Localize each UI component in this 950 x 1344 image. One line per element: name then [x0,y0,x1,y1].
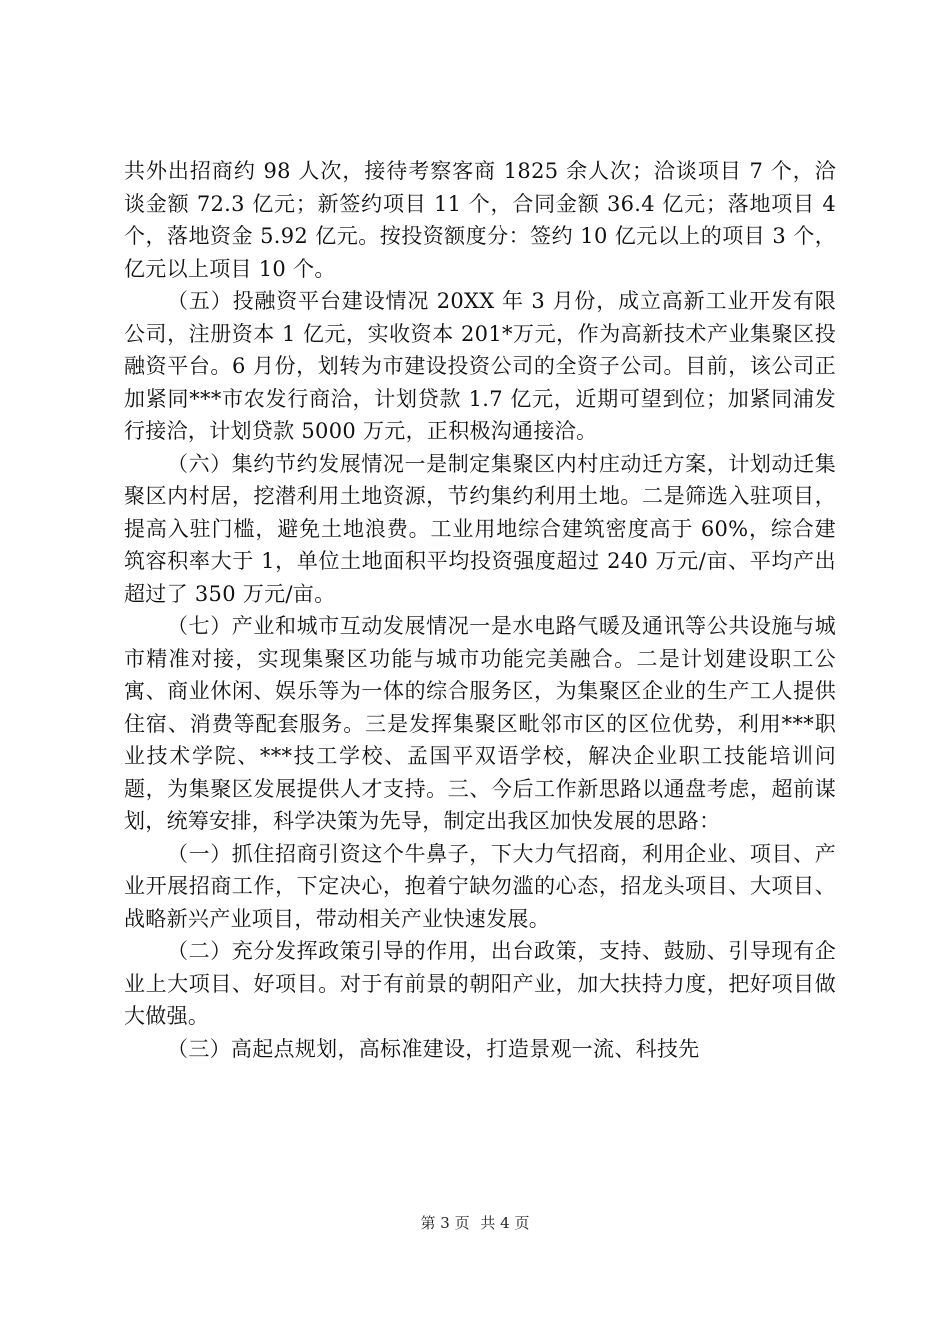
paragraph-stats: 共外出招商约 98 人次，接待考察客商 1825 余人次；洽谈项目 7 个，洽谈金额 72.3 亿元；新签约项目 11 个，合同金额 36.4 亿元；落地项目 4 个，落地资金 5.92 亿元。按投资额度分：签约 10 亿元以上的项目 3 个，亿元以上项目 10 个。 [124,159,836,281]
document-body [124,155,836,1065]
paragraph-financing-platform: （五）投融资平台建设情况 20XX 年 3 月份，成立高新工业开发有限公司，注册资本 1 亿元，实收资本 201*万元，作为高新技术产业集聚区投融资平台。6 月份，划转为市建设投资公司的全资子公司。目前，该公司正加紧同***市农发行商洽，计划贷款 1.7 亿元，近期可望到位；加紧同浦发行接洽，计划贷款 5000 万元，正积极沟通接洽。 [124,289,836,443]
paragraph-intensive-development: （六）集约节约发展情况一是制定集聚区内村庄动迁方案，计划动迁集聚区内村居，挖潜利用土地资源，节约集约利用土地。二是筛选入驻项目，提高入驻门槛，避免土地浪费。工业用地综合建筑密度高于 60%，综合建筑容积率大于 1，单位土地面积平均投资强度超过 240 万元/亩、平均产出超过了 350 万元/亩。 [124,451,836,606]
paragraph-planning: （三）高起点规划，高标准建设，打造景观一流、科技先 [167,1036,700,1061]
paragraph-investment-attraction: （一）抓住招商引资这个牛鼻子，下大力气招商，利用企业、项目、产业开展招商工作，下定决心，抱着宁缺勿滥的心态，招龙头项目、大项目、战略新兴产业项目，带动相关产业快速发展。 [124,841,836,931]
paragraph-industry-city: （七）产业和城市互动发展情况一是水电路气暖及通讯等公共设施与城市精准对接，实现集聚区功能与城市功能完美融合。二是计划建设职工公寓、商业休闲、娱乐等为一体的综合服务区，为集聚区企业的生产工人提供住宿、消费等配套服务。三是发挥集聚区毗邻市区的区位优势，利用***职业技术学院、***技工学校、孟国平双语学校，解决企业职工技能培训问题，为集聚区发展提供人才支持。三、今后工作新思路以通盘考虑，超前谋划，统筹安排，科学决策为先导，制定出我区加快发展的思路： [124,614,836,833]
page-footer [0,1212,950,1233]
page-total: 共 4 页 [480,1214,530,1232]
paragraph-policy-guidance: （二）充分发挥政策引导的作用，出台政策，支持、鼓励、引导现有企业上大项目、好项目。对于有前景的朝阳产业，加大扶持力度，把好项目做大做强。 [124,939,836,1028]
page-number: 第 3 页 [420,1214,470,1232]
